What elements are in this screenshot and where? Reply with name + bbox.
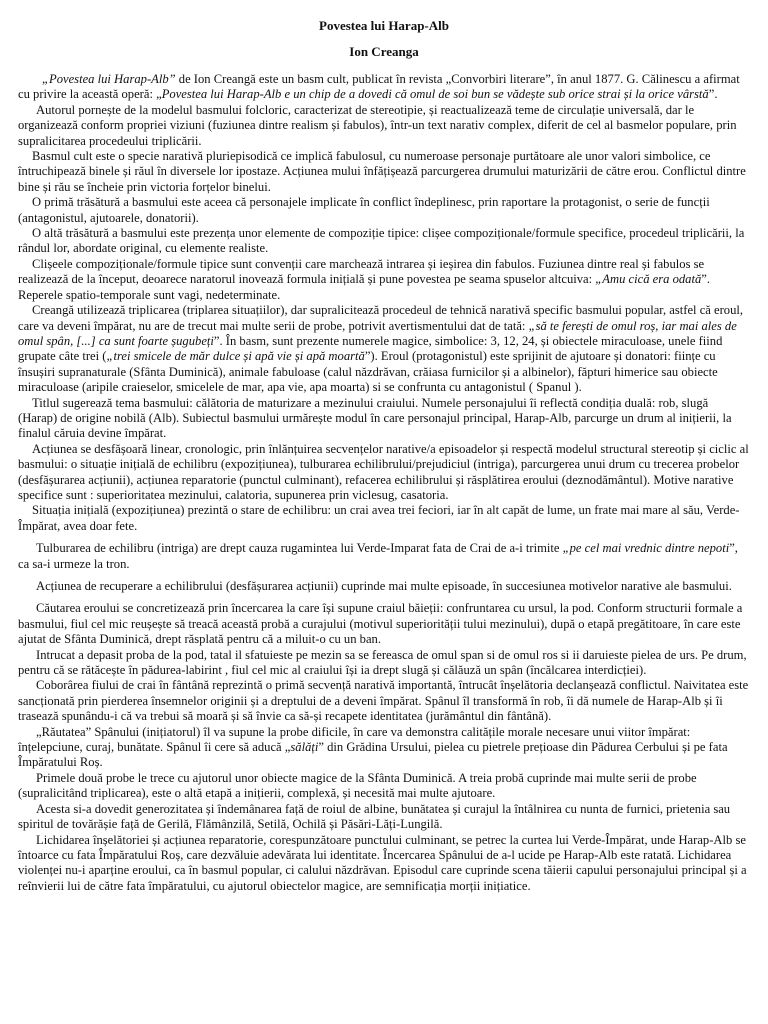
paragraph-text: Căutarea eroului se concretizează prin încercarea la care își supune craiul băieții: confruntarea cu ursul, la pod. Conform structurii formale a basmului, fiul cel mic reușește să treacă această probă a curajului (motivul superiorității tului mezinului), după o etapă pregătitoare, în care este ajutat de Sfânta Duminică, drept răsplată pentru că a miluit-o cu un ban. xyxy=(18,601,743,647)
paragraph-text: ”, ca sa-i urmeze la tron. xyxy=(18,541,738,571)
paragraph-text: Creangă utilizează triplicarea (triplarea situațiilor), dar supralicitează procedeul de tehnică narativă specific basmului popular, astfel că eroul, care va deveni împărat, nu are de trecut mai multe serii de probe, potrivit avertismentului dat de tată: xyxy=(18,303,744,333)
paragraph xyxy=(18,149,750,195)
document-body xyxy=(18,72,750,894)
paragraph-text: Coborârea fiului de crai în fântână reprezintă o primă secvență narativă importantă, întrucât înșelătoria declanșează conflictul. Naivitatea este sancționată prin pierderea însemnelor originii și a dreptului de a deveni împărat. Spânul îl transformă în rob, îi dă numele de Harap-Alb și îi trasează spunându-i că va trebui să moară și să învie ca să-și recapete identitatea (jurământul din fântână). xyxy=(18,678,749,724)
paragraph xyxy=(18,396,750,442)
paragraph xyxy=(18,442,750,504)
paragraph-text: Intrucat a depasit proba de la pod, tatal il sfatuieste pe mezin sa se fereasca de omul span si de omul ros si ii daruieste pielea de urs. Pe drum, pentru că se rătăcește în pădurea-labirint , fiul cel mic al craiului își ia drept slugă și călăuză un spân (încălcarea interdicției). xyxy=(18,647,747,678)
paragraph-text: Lichidarea înșelătoriei și acțiunea reparatorie, corespunzătoare punctului culminant, se petrec la curtea lui Verde-Împărat, unde Harap-Alb se întoarce cu fata Împăratului Roș, care dezvăluie adevărata lui identitate. Încercarea Spânului de a-l ucide pe Harap-Alb este ratată. Lichidarea violenței nu-i aparține eroului, ca în basmul popular, ci calului năzdrăvan. Episodul care cuprinde scena tăierii capului personajului principal și a reînvierii lui de către fata împăratului, cu ajutorul obiectelor magice, are semnificația morții inițiatice. xyxy=(18,832,747,893)
paragraph-text: ”. În basm, sunt prezente numerele magice, simbolice: 3, 12, 24, și obiectele miraculoase, unele fiind grupate câte trei ( xyxy=(18,333,723,364)
document-author: Ion Creanga xyxy=(349,44,419,59)
paragraph xyxy=(18,725,750,771)
paragraph-text: Titlul sugerează tema basmului: călătoria de maturizare a mezinului craiului. Numele personajului îi reflectă condiția duală: rob, slugă (Harap) de origine nobilă (Alb). Subiectul basmului urmărește modul în care personajul principal, Harap-Alb, parcurge un drum al inițierii, la finalul căruia devine împărat. xyxy=(18,395,732,441)
paragraph-text: Acesta si-a dovedit generozitatea și îndemânarea față de roiul de albine, bunătatea și curajul la întâlnirea cu nunta de furnici, prietenia sau spiritul de tovărășie față de Gerilă, Flămânzilă, Setilă, Ochilă și Păsări-Lăți-Lungilă. xyxy=(18,801,731,832)
paragraph-text: Clișeele compoziționale/formule tipice sunt convenții care marchează intrarea și ieșirea din fabulos. Fuziunea dintre real și fabulos se realizează de la început, deoarece naratorul inovează formula inițială și pune povestea pe seama spuselor altcuiva: xyxy=(18,256,705,287)
quoted-text: Povestea lui Harap-Alb e un chip de a dovedi că omul de soi bun se vădește sub orice strai și la orice vârstă xyxy=(161,87,709,102)
paragraph xyxy=(18,601,750,647)
paragraph xyxy=(18,648,750,679)
quoted-text: „Amu cică era odată xyxy=(595,272,702,287)
paragraph xyxy=(18,303,750,395)
paragraph-text: Acțiunea se desfășoară linear, cronologic, prin înlănțuirea secvențelor narative/a episoadelor și respectă modelul structural stereotip și ciclic al basmului: o situație inițială de echilibru (expozițiunea), tulburarea echilibrului/prejudiciul (intriga), parcurgerea unui drum cu trecerea probelor (desfășurarea acțiunii), acțiunea reparatorie (punctul culminant), refacerea echilibrului și răsplătirea eroului (deznodământul). Motive narative specifice sunt : superioritatea mezinului, calatoria, supunerea prin viclesug, casatoria. xyxy=(18,441,749,502)
paragraph xyxy=(18,678,750,724)
paragraph xyxy=(18,195,750,226)
paragraph-text: O altă trăsătură a basmului este prezența unor elemente de compoziție tipice: clișee compoziționale/formule specifice, procedeul triplicării, la rândul lor, abordate original, cu elemente realiste. xyxy=(18,226,745,256)
quoted-text: sălăți xyxy=(290,740,319,755)
paragraph xyxy=(18,72,750,103)
quoted-text: „să te ferești de omul roș, iar mai ales de omul spân, [...] ca sunt foarte șugubeți xyxy=(18,318,737,348)
quoted-text: „pe cel mai vrednic dintre nepoti xyxy=(562,541,730,556)
paragraph xyxy=(18,257,750,303)
paragraph-text: Autorul pornește de la modelul basmului folcloric, caracterizat de stereotipie, și reactualizează teme de circulație universală, dar le organizează conform propriei viziuni (fuziunea dintre realism și fabulos), într-un text narativ complex, diferit de cel al basmelor populare, prin supralicitarea procedeului triplicării. xyxy=(18,102,737,148)
paragraph-text: Acțiunea de recuperare a echilibrului (desfășurarea acțiunii) cuprinde mai multe episoade, în succesiunea motivelor narative ale basmului. xyxy=(36,579,732,593)
paragraph-text: O primă trăsătură a basmului este aceea că personajele implicate în conflict îndeplinesc, prin raportare la protagonist, o serie de funcții (antagonistul, ajutoarele, donatorii). xyxy=(18,195,710,225)
paragraph-text: Basmul cult este o specie narativă pluriepisodică ce implică fabulosul, cu numeroase personaje purtătoare ale unor valori simbolice, ce întruchipează binele și răul în diversele lor ipostaze. Acțiunea mului înfățișează parcurgerea drumului maturizării de către erou. Conflictul dintre bine și rău se încheie prin victoria forțelor binelui. xyxy=(18,149,746,194)
paragraph xyxy=(18,103,750,149)
paragraph-text: Tulburarea de echilibru (intriga) are drept cauza rugamintea lui Verde-Imparat fata de Crai de a-i trimite xyxy=(36,541,563,556)
quoted-text: „Povestea lui Harap-Alb” xyxy=(42,72,176,86)
paragraph xyxy=(18,541,750,572)
paragraph-text: ” din Grădina Ursului, pielea cu pietrele prețioase din Pădurea Cerbului și pe fata Împăratului Roș. xyxy=(18,740,728,770)
paragraph xyxy=(18,802,750,833)
paragraph-text: Situația inițială (expozițiunea) prezintă o stare de echilibru: un crai avea trei feciori, iar în alt capăt de lume, un frate mai mare al său, Verde-Împărat, avea doar fete. xyxy=(18,503,740,533)
paragraph xyxy=(18,771,750,802)
paragraph-text: ”. Reperele spatio-temporale sunt vagi, nedeterminate. xyxy=(18,272,711,302)
paragraph xyxy=(18,579,750,594)
paragraph-text: „Răutatea” Spânului (inițiatorul) îl va supune la probe dificile, în care va demonstra calitățile morale necesare unui viitor împărat: înțelepciune, curaj, bunătate. Spânul îi cere să aducă „ xyxy=(18,724,691,755)
paragraph-text: de Ion Creangă este un basm cult, publicat în revista „Convorbiri literare”, în anul 1877. G. Călinescu a afirmat cu privire la această operă: „ xyxy=(18,72,740,102)
quoted-text: „trei smicele de măr dulce și apă vie și apă moartă xyxy=(106,349,365,364)
paragraph xyxy=(18,833,750,895)
paragraph-text: ”. xyxy=(708,87,718,102)
paragraph xyxy=(18,226,750,257)
paragraph-text: Primele două probe le trece cu ajutorul unor obiecte magice de la Sfânta Duminică. A treia probă cuprinde mai multe serii de probe (supralicitând triplicarea), este o altă etapă a inițierii, complexă, și necesită mai multe ajutoare. xyxy=(18,770,697,801)
paragraph-text: ”). Eroul (protagonistul) este sprijinit de ajutoare și donatori: ființe cu însușiri supranaturale (Sfânta Duminică), animale fabuloase (calul năzdrăvan, crăiasa furnicilor și a albinelor), făpturi himerice sau obiecte miraculoase (aripile craieselor, smicelele de mar, apa vie, apa moarta) si se confrunta cu antagonistul ( Spanul ). xyxy=(18,349,718,395)
document-title: Povestea lui Harap-Alb xyxy=(319,18,449,33)
paragraph xyxy=(18,503,750,534)
